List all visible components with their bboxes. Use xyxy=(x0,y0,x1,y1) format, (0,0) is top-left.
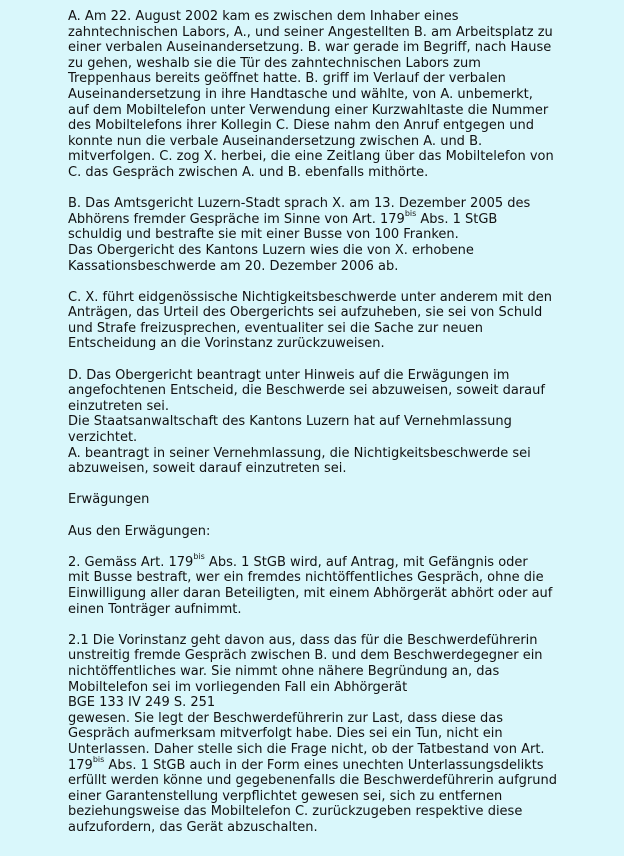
text-line: Das Obergericht des Kantons Luzern wies die von X. erhobene xyxy=(68,242,474,258)
text-line: mit Busse bestraft, wer ein fremdes nichtöffentliches Gespräch, ohne die xyxy=(68,570,544,586)
section-heading xyxy=(68,492,574,508)
text-line: Unterlassen. Daher stelle sich die Frage nicht, ob der Tatbestand von Art. xyxy=(68,741,545,757)
paragraph-a xyxy=(68,9,574,181)
text-segment: Abs. 1 StGB xyxy=(416,211,498,227)
text-line: einer Garantenstellung verpflichtet gewesen sei, sich zu entfernen xyxy=(68,788,503,804)
text-line: und Strafe freizusprechen, eventualiter sei die Sache zur neuen xyxy=(68,320,484,336)
superscript: bis xyxy=(404,209,417,219)
paragraph-b xyxy=(68,196,574,274)
text-segment: Abhörens fremder Gespräche im Sinne von Art. 179 xyxy=(68,211,405,227)
text-line: Treppenhaus bereits geöffnet hatte. B. griff im Verlauf der verbalen xyxy=(68,71,506,87)
text-line: angefochtenen Entscheid, die Beschwerde sei abzuweisen, soweit darauf xyxy=(68,383,545,399)
text-line: nichtöffentliches war. Sie nimmt ohne nähere Begründung an, das xyxy=(68,663,500,679)
paragraph-c xyxy=(68,290,574,352)
text-segment: Abs. 1 StGB auch in der Form eines unechten Unterlassungsdelikts xyxy=(104,757,544,773)
text-segment: Abs. 1 StGB wird, auf Antrag, mit Gefängnis oder xyxy=(204,554,528,570)
text-line: des Mobiltelefons ihrer Kollegin C. Diese nahm den Anruf entgegen und xyxy=(68,118,534,134)
text-line: einzutreten sei. xyxy=(68,398,170,414)
heading-text: Erwägungen xyxy=(68,492,150,508)
text-line: verzichtet. xyxy=(68,430,138,446)
paragraph-d xyxy=(68,368,574,477)
text-line: Gespräch aufmerksam mitverfolgt habe. Dies sei ein Tun, nicht ein xyxy=(68,726,503,742)
text-line: zahntechnischen Labors, A., und seiner Angestellten B. am Arbeitsplatz zu xyxy=(68,24,553,40)
text-line: zu gehen, weshalb sie die Tür des zahntechnischen Labors zum xyxy=(68,55,481,71)
text-line: Kassationsbeschwerde am 20. Dezember 2006 ab. xyxy=(68,258,399,274)
text-line: schuldig und bestrafte sie mit einer Busse von 100 Franken. xyxy=(68,227,459,243)
superscript: bis xyxy=(92,755,105,765)
text-line: A. beantragt in seiner Vernehmlassung, die Nichtigkeitsbeschwerde sei xyxy=(68,445,531,461)
text-line: gewesen. Sie legt der Beschwerdeführerin zur Last, dass diese das xyxy=(68,710,504,726)
text-line: konnte nun die verbale Auseinandersetzung zwischen A. und B. xyxy=(68,133,483,149)
text-line: erfüllt werden könne und gegebenenfalls die Beschwerdeführerin aufgrund xyxy=(68,773,557,789)
text-line: Die Staatsanwaltschaft des Kantons Luzern hat auf Vernehmlassung xyxy=(68,414,512,430)
section-subheading xyxy=(68,524,574,540)
heading-text: Aus den Erwägungen: xyxy=(68,523,211,539)
text-line: mitverfolgen. C. zog X. herbei, die eine Zeitlang über das Mobiltelefon von xyxy=(68,149,554,165)
page-reference: BGE 133 IV 249 S. 251 xyxy=(68,695,216,711)
paragraph-2 xyxy=(68,552,574,617)
text-line: beziehungsweise das Mobiltelefon C. zurückzugeben respektive diese xyxy=(68,804,523,820)
text-line: Entscheidung an die Vorinstanz zurückzuweisen. xyxy=(68,336,385,352)
text-line-with-superscript xyxy=(68,209,574,228)
text-line-with-superscript xyxy=(68,552,574,571)
text-line: abzuweisen, soweit darauf einzutreten sei. xyxy=(68,461,347,477)
text-line: D. Das Obergericht beantragt unter Hinweis auf die Erwägungen im xyxy=(68,367,510,383)
superscript: bis xyxy=(193,552,205,562)
text-line: einer verbalen Auseinandersetzung. B. war gerade im Begriff, nach Hause xyxy=(68,40,552,56)
text-line: 2.1 Die Vorinstanz geht davon aus, dass das für die Beschwerdeführerin xyxy=(68,632,538,648)
text-segment: 179 xyxy=(68,757,93,773)
text-line: A. Am 22. August 2002 kam es zwischen dem Inhaber eines xyxy=(68,9,459,24)
text-line: unstreitig fremde Gespräch zwischen B. und dem Beschwerdegegner ein xyxy=(68,648,543,664)
paragraph-2-1 xyxy=(68,633,574,836)
text-line: auf dem Mobiltelefon unter Verwendung einer Kurzwahltaste die Nummer xyxy=(68,102,549,118)
text-line: Auseinandersetzung in ihre Handtasche und wählte, von A. unbemerkt, xyxy=(68,86,533,102)
text-line-with-superscript xyxy=(68,755,574,774)
text-line: Anträgen, das Urteil des Obergerichts sei aufzuheben, sie sei von Schuld xyxy=(68,305,543,321)
text-line: aufzufordern, das Gerät abzuschalten. xyxy=(68,819,318,835)
text-line: C. das Gespräch zwischen A. und B. ebenfalls mithörte. xyxy=(68,164,429,180)
text-line: Einwilligung aller daran Beteiligten, mit einem Abhörgerät abhört oder auf xyxy=(68,585,553,601)
text-line: Mobiltelefon sei im vorliegenden Fall ein Abhörgerät xyxy=(68,679,408,695)
text-line: C. X. führt eidgenössische Nichtigkeitsbeschwerde unter anderem mit den xyxy=(68,289,553,305)
text-line: einen Tonträger aufnimmt. xyxy=(68,601,242,617)
text-segment: 2. Gemäss Art. 179 xyxy=(68,554,194,570)
text-line: B. Das Amtsgericht Luzern-Stadt sprach X. am 13. Dezember 2005 des xyxy=(68,196,531,212)
